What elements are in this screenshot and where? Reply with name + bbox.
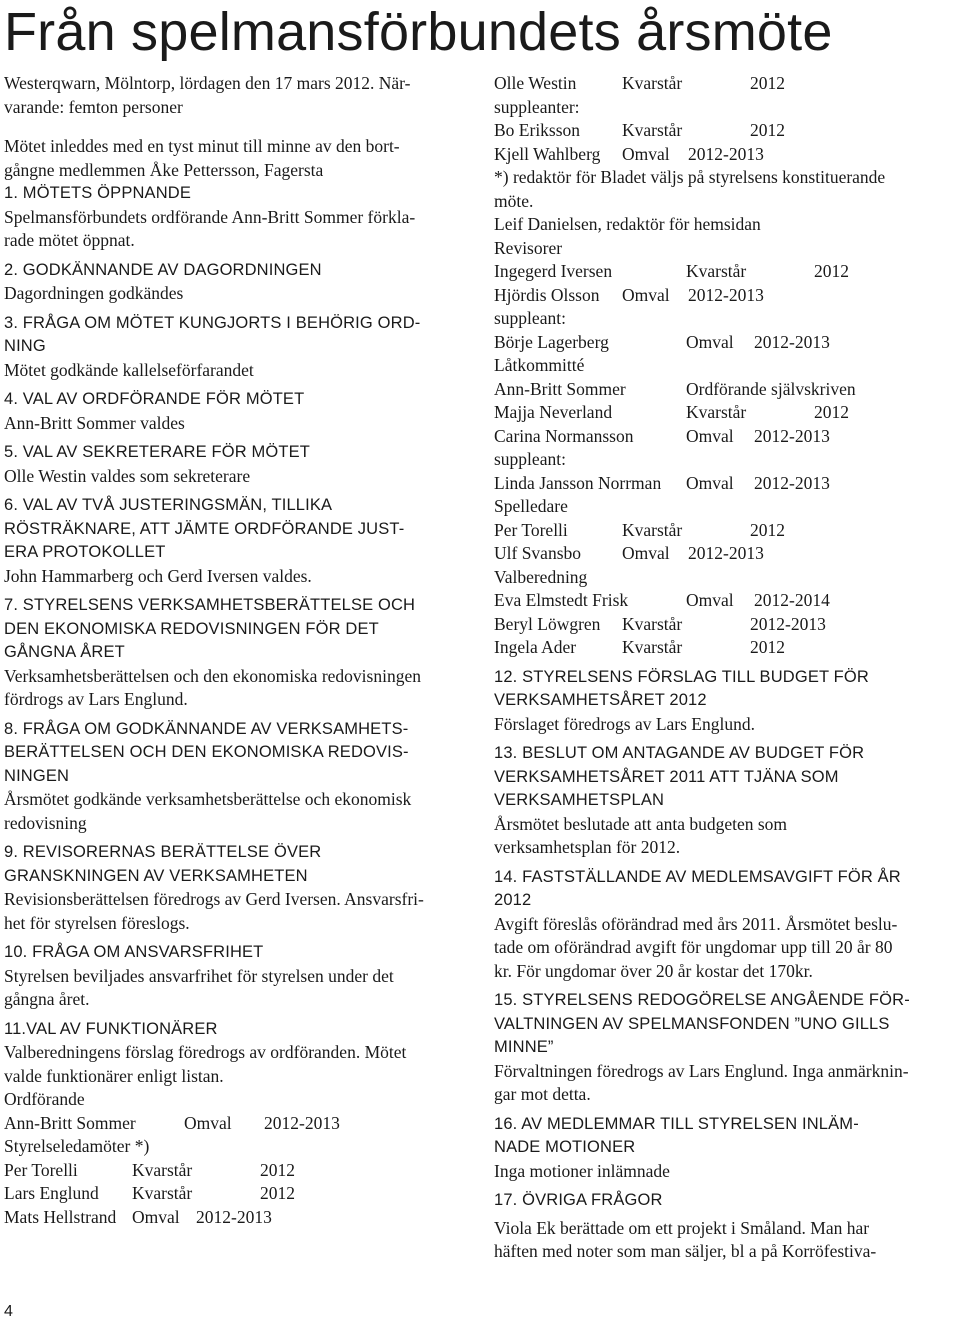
officer-row: Hjördis Olsson Omval 2012-2013 (494, 284, 764, 305)
left-column (4, 72, 474, 1229)
section-14-text: Avgift föreslås oförändrad med års 2011. Årsmötet beslu- tade om oförändrad avgift för ungdomar upp till 20 år 80 kr. För ungdomar över 20 år kostar det 170kr. (494, 913, 898, 981)
section-16-heading: 16. AV MEDLEMMAR TILL STYRELSEN INLÄM- NADE MOTIONER (494, 1114, 859, 1156)
auditors-label: Revisorer (494, 237, 563, 258)
chairman-label: Ordförande (4, 1089, 85, 1109)
section-17-heading: 17. ÖVRIGA FRÅGOR (494, 1191, 663, 1209)
section-4-text: Ann-Britt Sommer valdes (4, 412, 185, 433)
officer-row: Ulf Svansbo Omval 2012-2013 (494, 543, 764, 563)
section-1-heading: 1. MÖTETS ÖPPNANDE (4, 184, 191, 202)
section-10-heading: 10. FRÅGA OM ANSVARSFRIHET (4, 943, 264, 961)
section-14-heading: 14. FASTSTÄLLANDE AV MEDLEMSAVGIFT FÖR ÅR 2012 (494, 867, 901, 909)
section-12-text: Förslaget föredrogs av Lars Englund. (494, 713, 755, 734)
section-7-text: Verksamhetsberättelsen och den ekonomiska redovisningen fördrogs av Lars Englund. (4, 665, 421, 709)
right-column (494, 72, 960, 1264)
section-6-heading: 6. VAL AV TVÅ JUSTERINGSMÄN, TILLIKA RÖSTRÄKNARE, ATT JÄMTE ORDFÖRANDE JUST- ERA PROTOKOLLET (4, 496, 405, 561)
intro-paragraph: Westerqwarn, Mölntorp, lördagen den 17 mars 2012. När- varande: femton personer (4, 73, 411, 117)
page-title: Från spelmansförbundets årsmöte (4, 2, 833, 62)
section-6-text: John Hammarberg och Gerd Iversen valdes. (4, 565, 312, 586)
section-1-text: Spelmansförbundets ordförande Ann-Britt Sommer förkla- rade mötet öppnat. (4, 206, 416, 250)
officer-row: Bo Eriksson Kvarstår 2012 (494, 120, 785, 140)
deputy-label: suppleant: (494, 308, 566, 328)
officer-row: Kjell Wahlberg Omval 2012-2013 (494, 143, 764, 164)
officer-row: Ann-Britt Sommer Omval 2012-2013 (4, 1112, 340, 1133)
officer-row: Carina Normansson Omval 2012-2013 (494, 425, 830, 446)
section-9-text: Revisionsberättelsen föredrogs av Gerd Iversen. Ansvarsfri- het för styrelsen föreslogs. (4, 889, 424, 933)
web-editor-line: Leif Danielsen, redaktör för hemsidan (494, 214, 761, 234)
leaders-label: Spelledare (494, 496, 568, 516)
section-11-text: Valberedningens förslag föredrogs av ordföranden. Mötet valde funktionärer enligt listan. (4, 1042, 407, 1086)
officer-row: Olle Westin Kvarstår 2012 (494, 73, 785, 93)
section-8-text: Årsmötet godkände verksamhetsberättelse och ekonomisk redovisning (4, 789, 412, 833)
officer-row: Börje Lagerberg Omval 2012-2013 (494, 331, 830, 352)
officer-row: Ingela Ader Kvarstår 2012 (494, 637, 785, 657)
section-13-heading: 13. BESLUT OM ANTAGANDE AV BUDGET FÖR VERKSAMHETSÅRET 2011 ATT TJÄNA SOM VERKSAMHETSPLAN (494, 744, 865, 809)
section-15-text: Förvaltningen föredrogs av Lars Englund. Inga anmärknin- gar mot detta. (494, 1060, 909, 1104)
section-13-text: Årsmötet beslutade att anta budgeten som verksamhetsplan för 2012. (494, 813, 788, 857)
officer-row: Ingegerd Iversen Kvarstår 2012 (494, 261, 849, 281)
officer-row: Mats Hellstrand Omval 2012-2013 (4, 1206, 272, 1227)
officer-row: Ann-Britt Sommer Ordförande självskriven (494, 378, 856, 399)
section-8-heading: 8. FRÅGA OM GODKÄNNANDE AV VERKSAMHETS- BERÄTTELSEN OCH DEN EKONOMISKA REDOVIS- NINGEN (4, 719, 409, 785)
section-9-heading: 9. REVISORERNAS BERÄTTELSE ÖVER GRANSKNINGEN AV VERKSAMHETEN (4, 843, 322, 885)
editor-note: *) redaktör för Bladet väljs på styrelsens konstituerande möte. (494, 167, 886, 211)
section-5-heading: 5. VAL AV SEKRETERARE FÖR MÖTET (4, 443, 310, 461)
officer-row: Majja Neverland Kvarstår 2012 (494, 402, 849, 422)
deputies-label: suppleanter: (494, 96, 580, 117)
officer-row: Per Torelli Kvarstår 2012 (494, 519, 785, 540)
section-2-text: Dagordningen godkändes (4, 283, 184, 303)
section-11-heading: 11.VAL AV FUNKTIONÄRER (4, 1019, 218, 1038)
officer-row: Per Torelli Kvarstår 2012 (4, 1159, 295, 1180)
officer-row: Beryl Löwgren Kvarstår 2012-2013 (494, 613, 826, 634)
section-2-heading: 2. GODKÄNNANDE AV DAGORDNINGEN (4, 260, 322, 279)
deputy-label: suppleant: (494, 449, 566, 469)
section-15-heading: 15. STYRELSENS REDOGÖRELSE ANGÅENDE FÖR- VALTNINGEN AV SPELMANSFONDEN ”UNO GILLS MINNE” (494, 991, 910, 1056)
page-number: 4 (4, 1303, 13, 1320)
officer-row: Linda Jansson Norrman Omval 2012-2013 (494, 472, 830, 493)
section-3-text: Mötet godkände kallelseförfarandet (4, 359, 254, 380)
section-7-heading: 7. STYRELSENS VERKSAMHETSBERÄTTELSE OCH DEN EKONOMISKA REDOVISNINGEN FÖR DET GÅNGNA ÅRET (4, 596, 416, 661)
section-3-heading: 3. FRÅGA OM MÖTET KUNGJORTS I BEHÖRIG ORD- NING (4, 313, 421, 355)
nomination-committee-label: Valberedning (494, 566, 588, 587)
officer-row: Eva Elmstedt Frisk Omval 2012-2014 (494, 590, 830, 610)
section-4-heading: 4. VAL AV ORDFÖRANDE FÖR MÖTET (4, 390, 305, 408)
section-10-text: Styrelsen beviljades ansvarfrihet för styrelsen under det gångna året. (4, 965, 394, 1009)
section-16-text: Inga motioner inlämnade (494, 1160, 670, 1181)
section-12-heading: 12. STYRELSENS FÖRSLAG TILL BUDGET FÖR VERKSAMHETSÅRET 2012 (494, 667, 869, 709)
tune-committee-label: Låtkommitté (494, 355, 585, 375)
board-members-label: Styrelseledamöter *) (4, 1136, 150, 1156)
memorial-paragraph: Mötet inleddes med en tyst minut till minne av den bort- gångne medlemmen Åke Pettersson, Fagersta (4, 136, 400, 180)
officer-row: Lars Englund Kvarstår 2012 (4, 1183, 295, 1203)
section-5-text: Olle Westin valdes som sekreterare (4, 465, 251, 486)
section-17-text: Viola Ek berättade om ett projekt i Småland. Man har häften med noter som man säljer, bl a på Korröfestiva- (494, 1217, 877, 1261)
